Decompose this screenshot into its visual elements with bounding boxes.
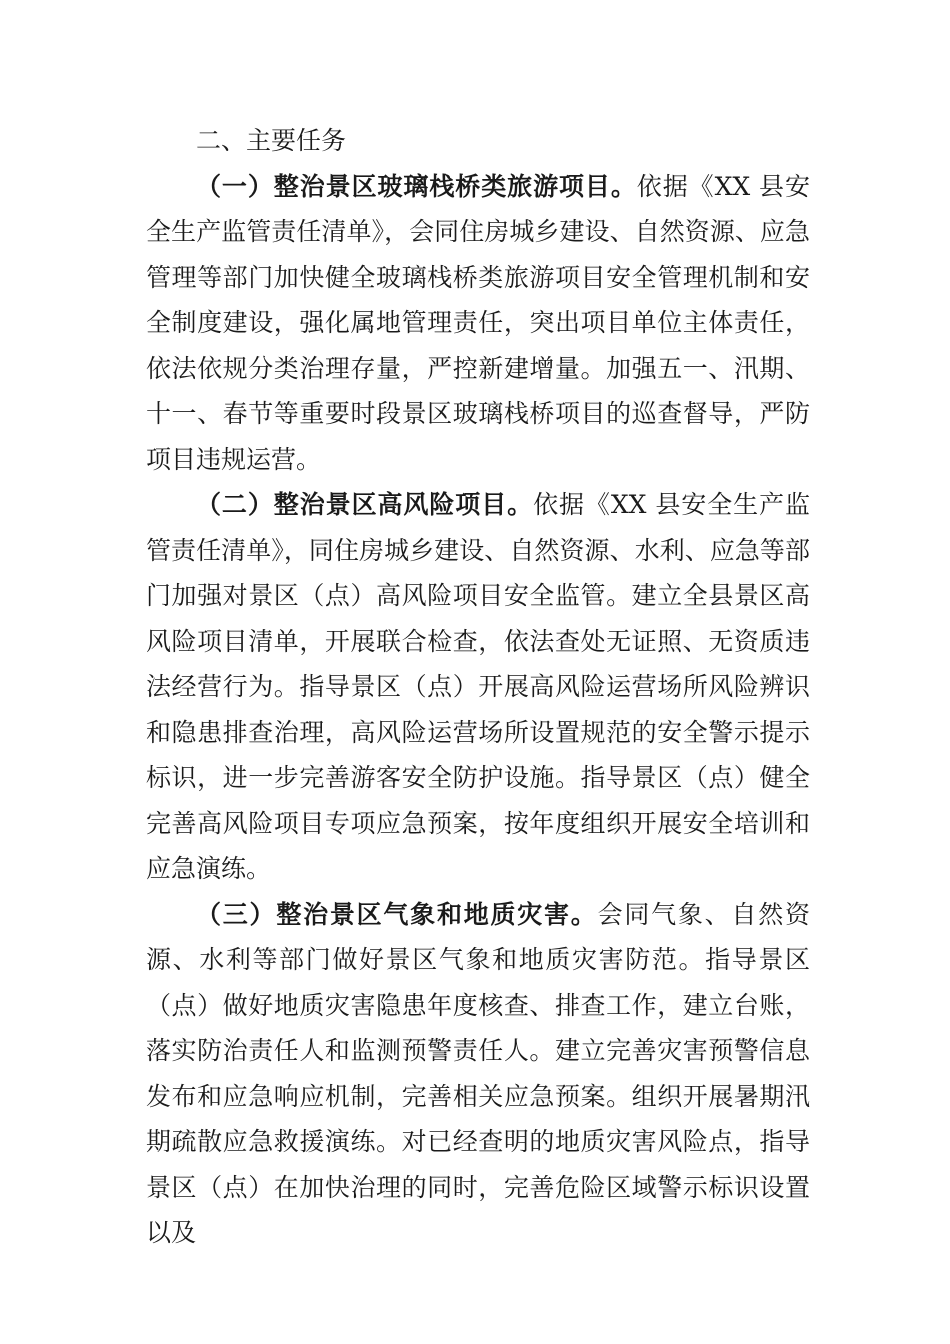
paragraph-body: 依据《XX 县安全生产监管责任清单》，同住房城乡建设、自然资源、水利、应急等部门加强对景区（点）高风险项目安全监管。建立全县景区高风险项目清单，开展联合检查，依法查处无证照、无资质违法经营行为。指导景区（点）开展高风险运营场所风险辨识和隐患排查治理，高风险运营场所设置规范的安全警示提示标识，进一步完善游客安全防护设施。指导景区（点）健全完善高风险项目专项应急预案，按年度组织开展安全培训和应急演练。 <box>146 490 810 883</box>
paragraph-task-3 <box>146 892 810 1256</box>
section-heading: 二、主要任务 <box>196 126 347 155</box>
document-body <box>146 118 810 1256</box>
paragraph-lead: （一）整治景区玻璃栈桥类旅游项目。 <box>196 171 637 201</box>
paragraph-lead: （三）整治景区气象和地质灾害。 <box>196 899 598 929</box>
paragraph-body: 依据《XX 县安全生产监管责任清单》，会同住房城乡建设、自然资源、应急管理等部门加快健全玻璃栈桥类旅游项目安全管理机制和安全制度建设，强化属地管理责任，突出项目单位主体责任，依法依规分类治理存量，严控新建增量。加强五一、汛期、十一、春节等重要时段景区玻璃栈桥项目的巡查督导，严防项目违规运营。 <box>146 171 810 474</box>
paragraph-task-2 <box>146 482 810 892</box>
paragraph-task-1 <box>146 164 810 483</box>
paragraph-lead: （二）整治景区高风险项目。 <box>196 490 534 519</box>
paragraph-body: 会同气象、自然资源、水利等部门做好景区气象和地质灾害防范。指导景区（点）做好地质灾害隐患年度核查、排查工作，建立台账，落实防治责任人和监测预警责任人。建立完善灾害预警信息发布和应急响应机制，完善相关应急预案。组织开展暑期汛期疏散应急救援演练。对已经查明的地质灾害风险点，指导景区（点）在加快治理的同时，完善危险区域警示标识设置以及 <box>146 899 810 1247</box>
